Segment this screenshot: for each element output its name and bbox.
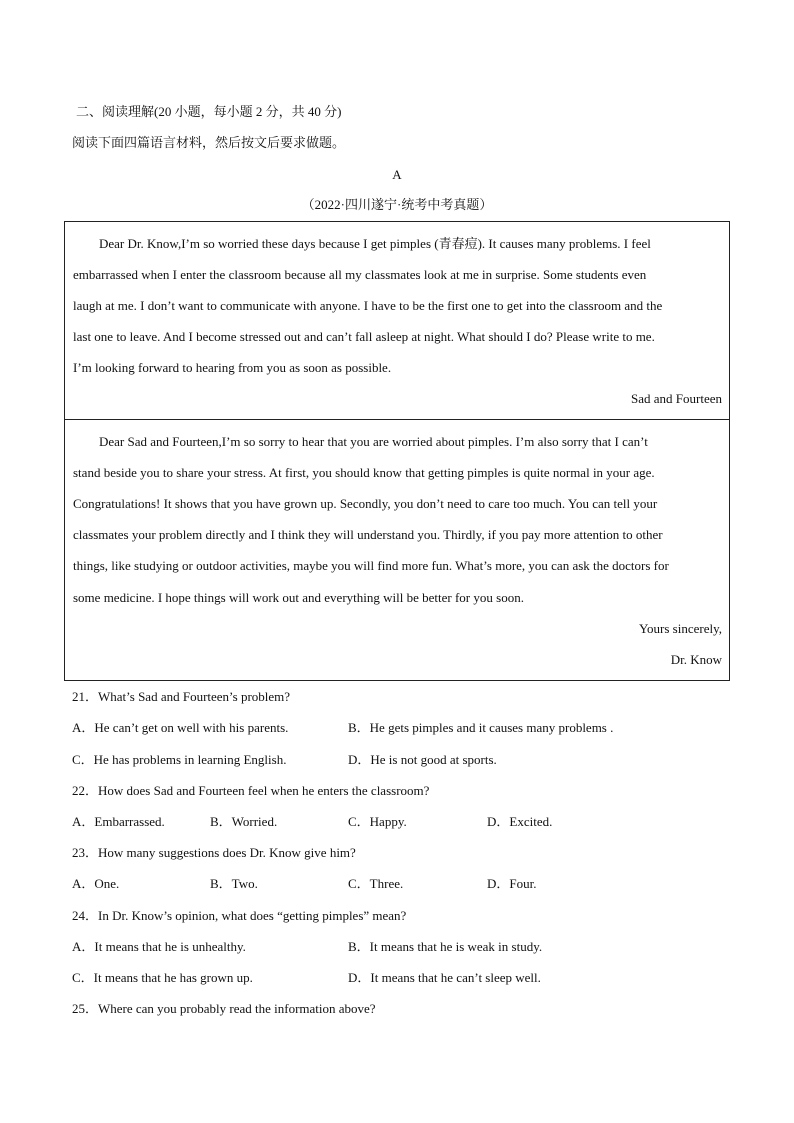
letter2-line: some medicine. I hope things will work out and everything will be better for you soon. (73, 590, 524, 605)
option-a: A．Embarrassed. (72, 814, 165, 829)
letter2-line: stand beside you to share your stress. At first, you should know that getting pimples is quite normal in your age. (73, 465, 655, 480)
letter1-line: last one to leave. And I become stressed out and can’t fall asleep at night. What should I do? Please write to me. (73, 329, 655, 344)
option-b: B．It means that he is weak in study. (348, 939, 543, 954)
letter1-signature: Sad and Fourteen (631, 391, 722, 406)
letter2-line: Congratulations! It shows that you have grown up. Secondly, you don’t need to care too much. You can tell your (73, 496, 658, 511)
passage-label: A (392, 167, 402, 182)
option-d: D．He is not good at sports. (348, 752, 497, 767)
option-d: D．Four. (487, 876, 537, 891)
option-c: C．Happy. (348, 814, 407, 829)
question-stem: 22．How does Sad and Fourteen feel when he enters the classroom? (72, 783, 430, 798)
option-b: B．Worried. (210, 814, 278, 829)
option-c: C．He has problems in learning English. (72, 752, 287, 767)
option-a: A．He can’t get on well with his parents. (72, 720, 289, 735)
letter1-line: I’m looking forward to hearing from you as soon as possible. (73, 360, 392, 375)
question-stem: 24．In Dr. Know’s opinion, what does “getting pimples” mean? (72, 908, 407, 923)
letter1-line: embarrassed when I enter the classroom because all my classmates look at me in surprise. Some students even (73, 267, 647, 282)
option-a: A．It means that he is unhealthy. (72, 939, 246, 954)
passage-source: （2022·四川遂宁·统考中考真题） (301, 197, 493, 212)
letter1-line: Dear Dr. Know,I’m so worried these days because I get pimples (青春痘). It causes many problems. I feel (99, 236, 651, 251)
option-d: D．It means that he can’t sleep well. (348, 970, 541, 985)
option-c: C．It means that he has grown up. (72, 970, 253, 985)
question-stem: 23．How many suggestions does Dr. Know give him? (72, 845, 356, 860)
letter2-line: classmates your problem directly and I think they will understand you. Thirdly, if you pay more attention to other (73, 527, 663, 542)
letter2-line: Dear Sad and Fourteen,I’m so sorry to hear that you are worried about pimples. I’m also sorry that I can’t (99, 434, 648, 449)
option-d: D．Excited. (487, 814, 553, 829)
option-a: A．One. (72, 876, 120, 891)
option-b: B．Two. (210, 876, 258, 891)
letters-box (64, 221, 730, 681)
letter2-line: things, like studying or outdoor activities, maybe you will find more fun. What’s more, you can ask the doctors for (73, 558, 669, 573)
section-heading: 二、阅读理解(20 小题，每小题 2 分，共 40 分) (76, 104, 342, 119)
letter1-line: laugh at me. I don’t want to communicate with anyone. I have to be the first one to get into the classroom and the (73, 298, 663, 313)
section-instruction: 阅读下面四篇语言材料，然后按文后要求做题。 (72, 135, 346, 150)
question-stem: 21．What’s Sad and Fourteen’s problem? (72, 689, 291, 704)
question-stem: 25．Where can you probably read the information above? (72, 1001, 376, 1016)
letter2-signature: Dr. Know (670, 652, 722, 667)
option-c: C．Three. (348, 876, 404, 891)
option-b: B．He gets pimples and it causes many problems . (348, 720, 614, 735)
letter2-closing: Yours sincerely, (638, 621, 722, 636)
letters-divider (64, 419, 730, 420)
